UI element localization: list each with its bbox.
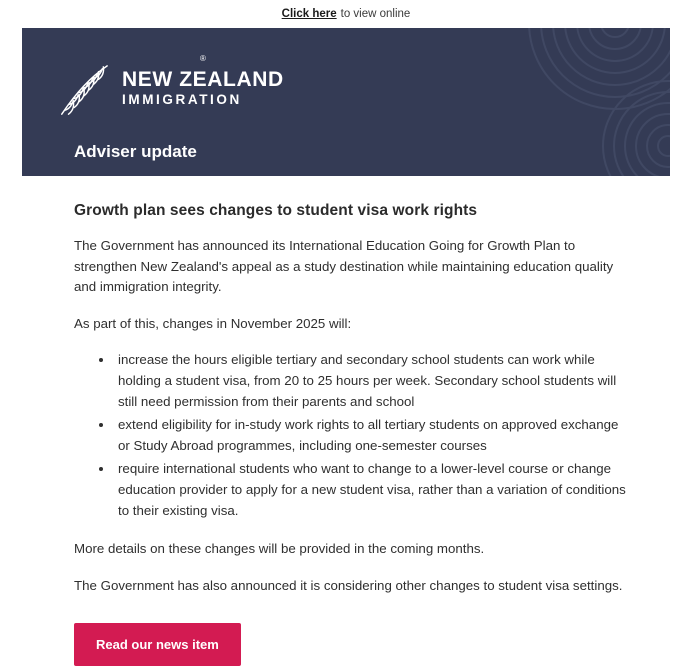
silver-fern-icon (54, 62, 112, 120)
logo-line-immigration: IMMIGRATION (122, 92, 242, 108)
article-paragraph-2: As part of this, changes in November 2025 will: (74, 315, 352, 331)
article-paragraph-1: The Government has announced its International Education Going for Growth Plan to strengthen New Zealand's appeal as a study destination while maintaining education quality and immigration integrity. (74, 238, 614, 295)
preheader-bar (0, 0, 692, 28)
registered-trademark-icon: ® (200, 54, 206, 63)
email-body (22, 176, 670, 666)
article-title: Growth plan sees changes to student visa work rights (74, 202, 478, 219)
list-item: • increase the hours eligible tertiary and secondary school students can work while holding a student visa, from 20 to 25 hours per week. Secondary school students will still need permission from their parents and school (114, 350, 626, 412)
nz-immigration-logo (54, 54, 284, 120)
list-item: • require international students who want to change to a lower-level course or change education provider to apply for a new student visa, rather than a variation of conditions to their existing visa. (114, 459, 626, 521)
view-online-link[interactable]: Click here (281, 8, 337, 20)
header-subtitle: Adviser update (74, 142, 197, 161)
view-online-text: to view online (340, 8, 411, 20)
article-paragraph-4: The Government has also announced it is considering other changes to student visa settings. (74, 577, 623, 593)
decorative-rings-graphic (410, 28, 670, 176)
email-header-banner (22, 28, 670, 176)
list-item: • extend eligibility for in-study work rights to all tertiary students on approved exchange or Study Abroad programmes, including one-semester courses (114, 415, 626, 456)
logo-line-new-zealand: NEW ZEALAND (122, 68, 284, 91)
read-news-item-button[interactable]: Read our news item (74, 623, 241, 666)
changes-list (74, 350, 626, 521)
email-container (22, 28, 670, 666)
article-paragraph-3: More details on these changes will be provided in the coming months. (74, 541, 485, 557)
logo-wordmark (122, 54, 284, 109)
